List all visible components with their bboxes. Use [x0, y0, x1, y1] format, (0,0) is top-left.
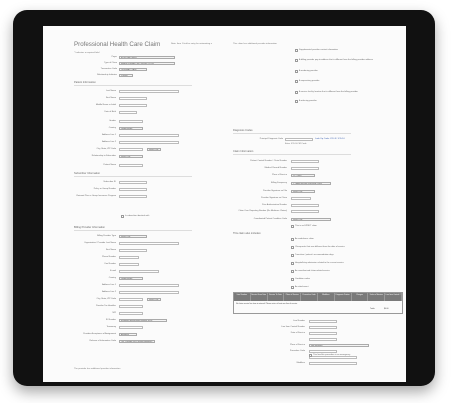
subscriber-policy-or-group-number-field[interactable]: [119, 188, 147, 191]
transaction-label: Transaction Code: [100, 68, 117, 70]
patient-address-line-2-field[interactable]: [119, 141, 179, 144]
claim-type-label: Type of Claim: [104, 62, 117, 64]
billing-fax-number-field[interactable]: [119, 263, 139, 266]
line-line-number-label: Line Number: [293, 320, 305, 322]
subscriber-subscriber-id-label: Subscriber ID: [103, 181, 116, 183]
line-line-item-control-number-label: Line Item Control Number: [281, 326, 305, 328]
page-title: Professional Health Care Claim: [74, 41, 161, 48]
claim-claim-over-reporting-number-no-medicare-claims-field[interactable]: [291, 210, 319, 213]
patient-date-of-birth-field[interactable]: [119, 111, 137, 114]
column-header-modifiers: Modifiers: [318, 293, 335, 301]
line-field-4[interactable]: [309, 338, 337, 341]
billing-fax-number-label: Fax Number: [104, 263, 116, 265]
claim-include-7-checkbox[interactable]: [291, 286, 294, 289]
header-note: Note: Item 1 field or entry for automating a: [171, 43, 212, 45]
subscriber-identical-label: Is subscriber identical with: [125, 215, 150, 217]
patient-city-state-zip-code-field[interactable]: [119, 148, 143, 151]
service-line-table: [233, 292, 403, 314]
billing-first-name-label: First Name: [105, 249, 116, 251]
claim-coordinated-patient-condition-code-field[interactable]: Select One: [291, 218, 331, 221]
line-field-5[interactable]: Not Specified: [309, 344, 369, 347]
billing-provider-acceptance-of-assignment-label: Provider Acceptance of Assignment: [83, 333, 116, 335]
patient-patient-name-field[interactable]: [119, 164, 143, 167]
provider-option-2-checkbox[interactable]: [295, 59, 298, 62]
claim-includes-title: This claim also includes:: [233, 232, 262, 235]
billing-first-name-field[interactable]: [119, 249, 147, 252]
claim-coordinated-patient-condition-code-label: Coordinated Patient Condition Code: [253, 218, 287, 220]
claim-prior-authorization-number-field[interactable]: [291, 204, 319, 207]
column-header-line-item-control: Line Item Control #: [385, 293, 402, 301]
patient-section-title: Patient Information: [74, 81, 96, 84]
billing-provider-tax-identifier-field[interactable]: [119, 305, 143, 308]
provider-option-5-checkbox[interactable]: [295, 91, 298, 94]
billing-organization-provider-last-name-field[interactable]: [119, 242, 179, 245]
patient-address-line-1-label: Address Line 1: [102, 134, 116, 136]
claim-provider-signature-on-file-field[interactable]: Select One: [291, 190, 315, 193]
diagnosis-label: Principal Diagnosis Code: [259, 138, 283, 140]
provider-option-1-label: Supplemental provider contact information: [299, 49, 338, 51]
column-header-service-to-date: Service To Date: [268, 293, 285, 301]
subscriber-policy-or-group-number-label: Policy or Group Number: [93, 188, 116, 190]
provider-option-5-label: A service facility location that is different from the billing provider: [299, 91, 358, 93]
billing-npi-label: NPI: [112, 312, 116, 314]
billing-state-select[interactable]: Select One: [147, 298, 161, 301]
billing-city-state-zip-code-field[interactable]: [119, 298, 143, 301]
column-header-place-of-service: Place of Service: [284, 293, 301, 301]
column-header-service-from-date: Service From Date: [251, 293, 268, 301]
patient-relationship-to-subscriber-label: Relationship to Subscriber: [91, 155, 116, 157]
patient-address-line-2-label: Address Line 2: [102, 141, 116, 143]
provider-option-4-label: A supervising provider: [299, 80, 320, 82]
provider-note: This claim has additional provider information: [233, 43, 277, 45]
claim-medical-record-number-field[interactable]: [291, 167, 319, 170]
patient-gender-label: Gender: [109, 120, 116, 122]
line-field-6[interactable]: [309, 350, 337, 353]
patient-last-name-field[interactable]: [119, 90, 179, 93]
patient-first-name-label: First Name: [105, 97, 116, 99]
patient-first-name-field[interactable]: [119, 97, 147, 100]
patient-last-name-label: Last Name: [105, 90, 116, 92]
patient-gender-field[interactable]: [119, 120, 143, 123]
claim-include-2-checkbox[interactable]: [291, 246, 294, 249]
billing-billing-provider-type-field[interactable]: Select One: [119, 235, 147, 238]
line-date-of-service-label: Date of Service: [290, 332, 305, 334]
claim-include-1-label: An ambulance claim: [295, 238, 314, 240]
billing-release-of-information-code-field[interactable]: Yes, Provider has a signed statement: [119, 340, 155, 343]
billing-taxonomy-label: Taxonomy: [106, 326, 116, 328]
claim-include-4-checkbox[interactable]: [291, 262, 294, 265]
claim-billing-frequency-field[interactable]: 1 - Admit through Discharge Claim: [291, 182, 331, 185]
claim-include-5-checkbox[interactable]: [291, 270, 294, 273]
diagnosis-hint: Enter ICD-9-CM Code: [285, 143, 307, 145]
line-procedure-code-label: Procedure Code: [289, 350, 305, 352]
billing-e-mail-field[interactable]: [119, 270, 159, 273]
relationship-select[interactable]: Primary: [119, 74, 133, 77]
column-header-diagnosis-pointer: Diagnosis Pointer: [335, 293, 352, 301]
patient-patient-name-label: Patient Name: [103, 164, 116, 166]
line-field-8[interactable]: [309, 362, 357, 365]
billing-footer-note: The provider has additional provider information: [74, 368, 121, 370]
provider-option-4-checkbox[interactable]: [295, 80, 298, 83]
claim-provider-signature-on-claim-label: Provider Signature on Claim: [261, 197, 287, 199]
billing-address-line-1-field[interactable]: [119, 284, 179, 287]
patient-country-label: Country: [108, 127, 116, 129]
subscriber-claimant-plan-or-group-insurance-program-field[interactable]: [119, 195, 147, 198]
payer-select[interactable]: BLUE PARTNERS: [119, 56, 175, 59]
claim-form-page: [43, 26, 406, 382]
provider-option-3-label: A rendering provider: [299, 70, 318, 72]
billing-id-number-label: ID Number: [105, 319, 116, 321]
column-header-units-or-minutes: Units or Minutes: [368, 293, 385, 301]
provider-option-2-label: A billing provider pay-to address that is different from the billing provider address: [299, 59, 373, 61]
subscriber-identical-checkbox[interactable]: [121, 215, 124, 218]
transaction-select[interactable]: ORIGINAL CLAIM: [119, 68, 147, 71]
billing-address-line-2-label: Address Line 2: [102, 291, 116, 293]
required-note: * Indicates a required field: [74, 52, 100, 54]
claim-patient-control-number-claim-number-field[interactable]: [291, 160, 319, 163]
billing-address-line-1-label: Address Line 1: [102, 284, 116, 286]
subscriber-section-title: Subscriber Information: [74, 172, 101, 175]
billing-address-line-2-field[interactable]: [119, 291, 179, 294]
totals-value: $0.00: [384, 308, 389, 310]
claim-section-title: Claim Information: [233, 150, 254, 153]
claim-medical-record-number-label: Medical Record Number: [264, 167, 287, 169]
column-header-procedure-code: Procedure Code: [301, 293, 318, 301]
patient-address-line-1-field[interactable]: [119, 134, 179, 137]
claim-include-6-label: Condition codes: [295, 278, 310, 280]
line-modifiers-label: Modifiers: [296, 362, 305, 364]
claim-type-select[interactable]: Medical Provider Plan / Service 22 Pay: [119, 62, 175, 65]
line-field-3[interactable]: [309, 332, 337, 335]
billing-section-title: Billing Provider Information: [74, 226, 105, 229]
billing-taxonomy-field[interactable]: [119, 326, 143, 329]
line-field-7[interactable]: [309, 356, 357, 359]
diagnosis-input[interactable]: [285, 138, 313, 141]
claim-include-3-label: Transition / patient's accommodation days: [295, 254, 334, 256]
line-field-2[interactable]: [309, 326, 337, 329]
line-place-of-service-label: Place of Service: [289, 344, 305, 346]
claim-place-of-service-field[interactable]: 11 - Office: [291, 174, 315, 177]
payer-label: Payer: [111, 56, 117, 58]
claim-provider-signature-on-file-label: Provider Signature on File: [262, 190, 287, 192]
line-field-1[interactable]: [309, 320, 337, 323]
subscriber-divider: [74, 176, 192, 177]
claim-include-7-label: An attachment: [295, 286, 309, 288]
claim-include-5-label: An unauthorized claim-related service: [295, 270, 330, 272]
provider-option-1-checkbox[interactable]: [295, 49, 298, 52]
column-header-charges: Charges: [352, 293, 369, 301]
billing-billing-provider-type-label: Billing Provider Type: [97, 235, 116, 237]
billing-npi-field[interactable]: [119, 312, 143, 315]
provider-option-6-checkbox[interactable]: [295, 100, 298, 103]
emergency-label: This line/this procedure is an emergency: [313, 354, 351, 356]
claim-include-3-checkbox[interactable]: [291, 254, 294, 257]
billing-country-field[interactable]: United States: [119, 277, 143, 280]
billing-e-mail-label: E-mail: [110, 270, 116, 272]
claim-include-6-checkbox[interactable]: [291, 278, 294, 281]
billing-id-number-field[interactable]: Employer Identification Number (EIN): [119, 319, 167, 322]
column-header-line-number: Line Number: [234, 293, 251, 301]
billing-release-of-information-code-label: Release of Information Code: [89, 340, 116, 342]
billing-organization-provider-last-name-label: Organization / Provider Last Name: [84, 242, 116, 244]
subscriber-subscriber-id-field[interactable]: [119, 181, 147, 184]
claim-provider-signature-on-claim-field[interactable]: [291, 197, 311, 200]
billing-provider-acceptance-of-assignment-field[interactable]: Assigned: [119, 333, 137, 336]
claim-include-4-label: Hospital/stay admission related to the current service: [295, 262, 344, 264]
claim-prior-authorization-number-label: Prior Authorization Number: [262, 204, 287, 206]
subscriber-claimant-plan-or-group-insurance-program-label: Claimant Plan or Group Insurance Program: [76, 195, 116, 197]
claim-include-1-checkbox[interactable]: [291, 238, 294, 241]
diagnosis-section-title: Diagnosis Codes: [233, 129, 253, 132]
service-line-empty-note: No claim service line item is entered. Please enter at least one line of service.: [236, 302, 298, 305]
patient-divider: [74, 85, 192, 86]
billing-phone-number-label: Phone Number: [102, 256, 116, 258]
patient-country-field[interactable]: United States: [119, 127, 143, 130]
claim-include-2-label: Chiropractic that was different from the date of service: [295, 246, 345, 248]
totals-label: Totals: [370, 308, 375, 310]
patient-middle-name-or-initial-field[interactable]: [119, 104, 147, 107]
emergency-checkbox[interactable]: [309, 354, 312, 357]
patient-state-select[interactable]: Select One: [147, 148, 161, 151]
patient-date-of-birth-label: Date of Birth: [104, 111, 116, 113]
claim-claim-over-reporting-number-no-medicare-claims-label: Claim Over Reporting Number (No Medicare Claims): [238, 210, 287, 212]
diagnosis-divider: [233, 133, 351, 134]
relationship-label: Relationship Indicator: [97, 74, 117, 76]
provider-option-6-label: A referring provider: [299, 100, 317, 102]
billing-provider-tax-identifier-label: Provider Tax Identifier: [95, 305, 116, 307]
billing-phone-number-field[interactable]: [119, 256, 139, 259]
billing-divider: [74, 230, 192, 231]
claim-billing-frequency-label: Billing Frequency: [271, 182, 287, 184]
patient-city-state-zip-code-label: City, State, ZIP Code: [96, 148, 116, 150]
epsdt-checkbox[interactable]: [291, 225, 294, 228]
patient-relationship-to-subscriber-field[interactable]: Select One: [119, 155, 143, 158]
billing-country-label: Country: [108, 277, 116, 279]
billing-city-state-zip-code-label: City, State, ZIP Code: [96, 298, 116, 300]
diagnosis-lookup-link[interactable]: Look Up Code: ICD-9 / ICD-10: [315, 138, 345, 140]
claim-place-of-service-label: Place of Service: [271, 174, 287, 176]
patient-middle-name-or-initial-label: Middle Name or Initial: [95, 104, 116, 106]
claim-patient-control-number-claim-number-label: Patient Control Number / Claim Number: [250, 160, 287, 162]
provider-option-3-checkbox[interactable]: [295, 70, 298, 73]
claim-divider: [233, 154, 351, 155]
epsdt-label: This is an EPSDT claim: [295, 225, 317, 227]
